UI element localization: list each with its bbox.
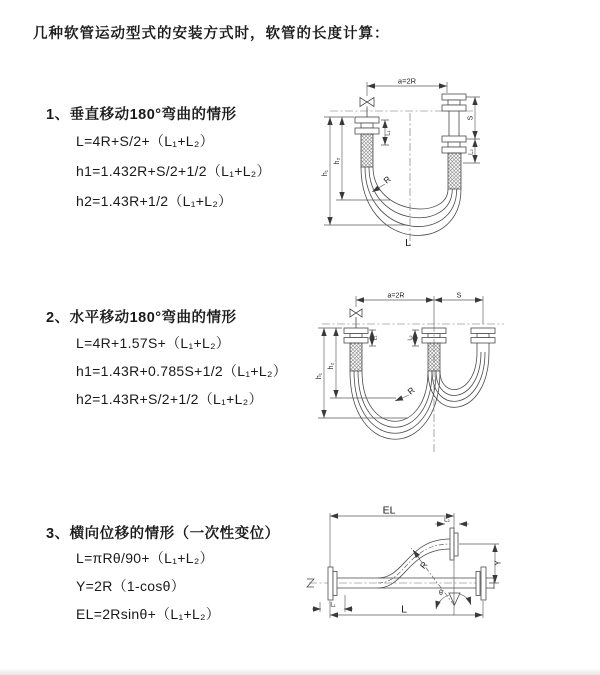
dim-label-s: S [467, 115, 475, 121]
diagram-vertical-180 [312, 75, 577, 255]
dim-label-h2: h₂ [328, 362, 335, 370]
dim-label-el: EL [382, 504, 396, 517]
dim-l2 [469, 139, 476, 163]
section-1-formulas [76, 126, 271, 216]
formula-line: L=πRθ/90+（L₁+L₂） [76, 550, 214, 566]
dim-a2r [367, 77, 447, 97]
dim-l1 [369, 330, 379, 346]
section-horizontal-180 [46, 306, 237, 327]
dim-l2 [435, 518, 469, 525]
radius-callout [395, 385, 417, 401]
dim-label-l2: L₂ [468, 149, 475, 155]
dim-el [330, 505, 454, 616]
radius-callout [372, 174, 393, 192]
radius-label: R [381, 173, 393, 186]
hose-displaced-curve [378, 539, 450, 588]
radius-label: R [405, 384, 417, 397]
dim-label-h1: h₁ [322, 169, 329, 177]
dim-label-y: Y [493, 560, 503, 566]
right-flange-assembly [471, 328, 495, 352]
section-vertical-180 [46, 103, 237, 124]
dim-label-l2: L₂ [407, 335, 414, 341]
radius-label: R [417, 559, 430, 571]
dim-label-s: S [456, 292, 462, 300]
formula-line: L=4R+S/2+（L₁+L₂） [76, 133, 214, 149]
dim-l1 [381, 120, 392, 145]
hose-u-deep [350, 371, 440, 439]
diagram-horizontal-180 [308, 290, 593, 460]
dim-label-h1: h₁ [316, 372, 323, 380]
section-3-formulas [76, 544, 220, 628]
dim-label-l1: L₁ [330, 602, 336, 609]
formula-line: L=4R+1.57S+（L₁+L₂） [76, 335, 231, 351]
dim-a2r [356, 293, 483, 325]
radius-callout [413, 550, 430, 571]
left-flange [328, 567, 337, 600]
formula-line: h1=1.432R+S/2+1/2（L₁+L₂） [76, 163, 271, 179]
valve-icon [350, 309, 362, 328]
angle-label: θ [439, 590, 443, 597]
section-3-heading: 3、横向位移的情形（一次性变位） [46, 526, 280, 542]
dim-label-l1: L₁ [372, 335, 379, 341]
braid-section [448, 153, 461, 189]
dim-label-l: L [401, 603, 407, 616]
scan-page-edge [0, 668, 600, 675]
length-label: L [405, 237, 411, 249]
dim-label-l2: L₂ [444, 517, 450, 524]
page-title: 几种软管运动型式的安装方式时，软管的长度计算： [33, 26, 390, 42]
braid-section [350, 343, 362, 371]
diagram-lateral-displacement [303, 505, 598, 660]
valve-icon [360, 98, 374, 118]
section-2-heading: 2、水平移动180°弯曲的情形 [46, 310, 237, 326]
formula-line: EL=2Rsinθ+（L₁+L₂） [76, 606, 221, 622]
formula-line: h1=1.43R+0.785S+1/2（L₁+L₂） [76, 363, 287, 379]
section-2-formulas [76, 329, 287, 413]
dim-l2 [408, 330, 420, 346]
section-lateral-displacement [46, 522, 280, 543]
hose-original-position [337, 567, 494, 600]
dim-s [434, 293, 483, 301]
dim-label-a2r: a=2R [387, 292, 405, 300]
left-flange-assembly [355, 117, 379, 167]
section-1-heading: 1、垂直移动180°弯曲的情形 [46, 107, 237, 123]
braid-section [361, 134, 373, 167]
dim-label-a2r: a=2R [397, 76, 417, 86]
dim-l [330, 601, 483, 618]
right-flange-assembly [442, 94, 466, 189]
formula-line: h2=1.43R+1/2（L₁+L₂） [76, 193, 233, 209]
formula-line: h2=1.43R+S/2+1/2（L₁+L₂） [76, 391, 263, 407]
dim-label-h2: h₂ [334, 157, 341, 165]
angle-theta [411, 548, 471, 609]
formula-line: Y=2R（1-cosθ） [76, 578, 186, 594]
dim-label-l1: L₁ [385, 130, 392, 136]
left-flange-assembly [344, 328, 368, 371]
